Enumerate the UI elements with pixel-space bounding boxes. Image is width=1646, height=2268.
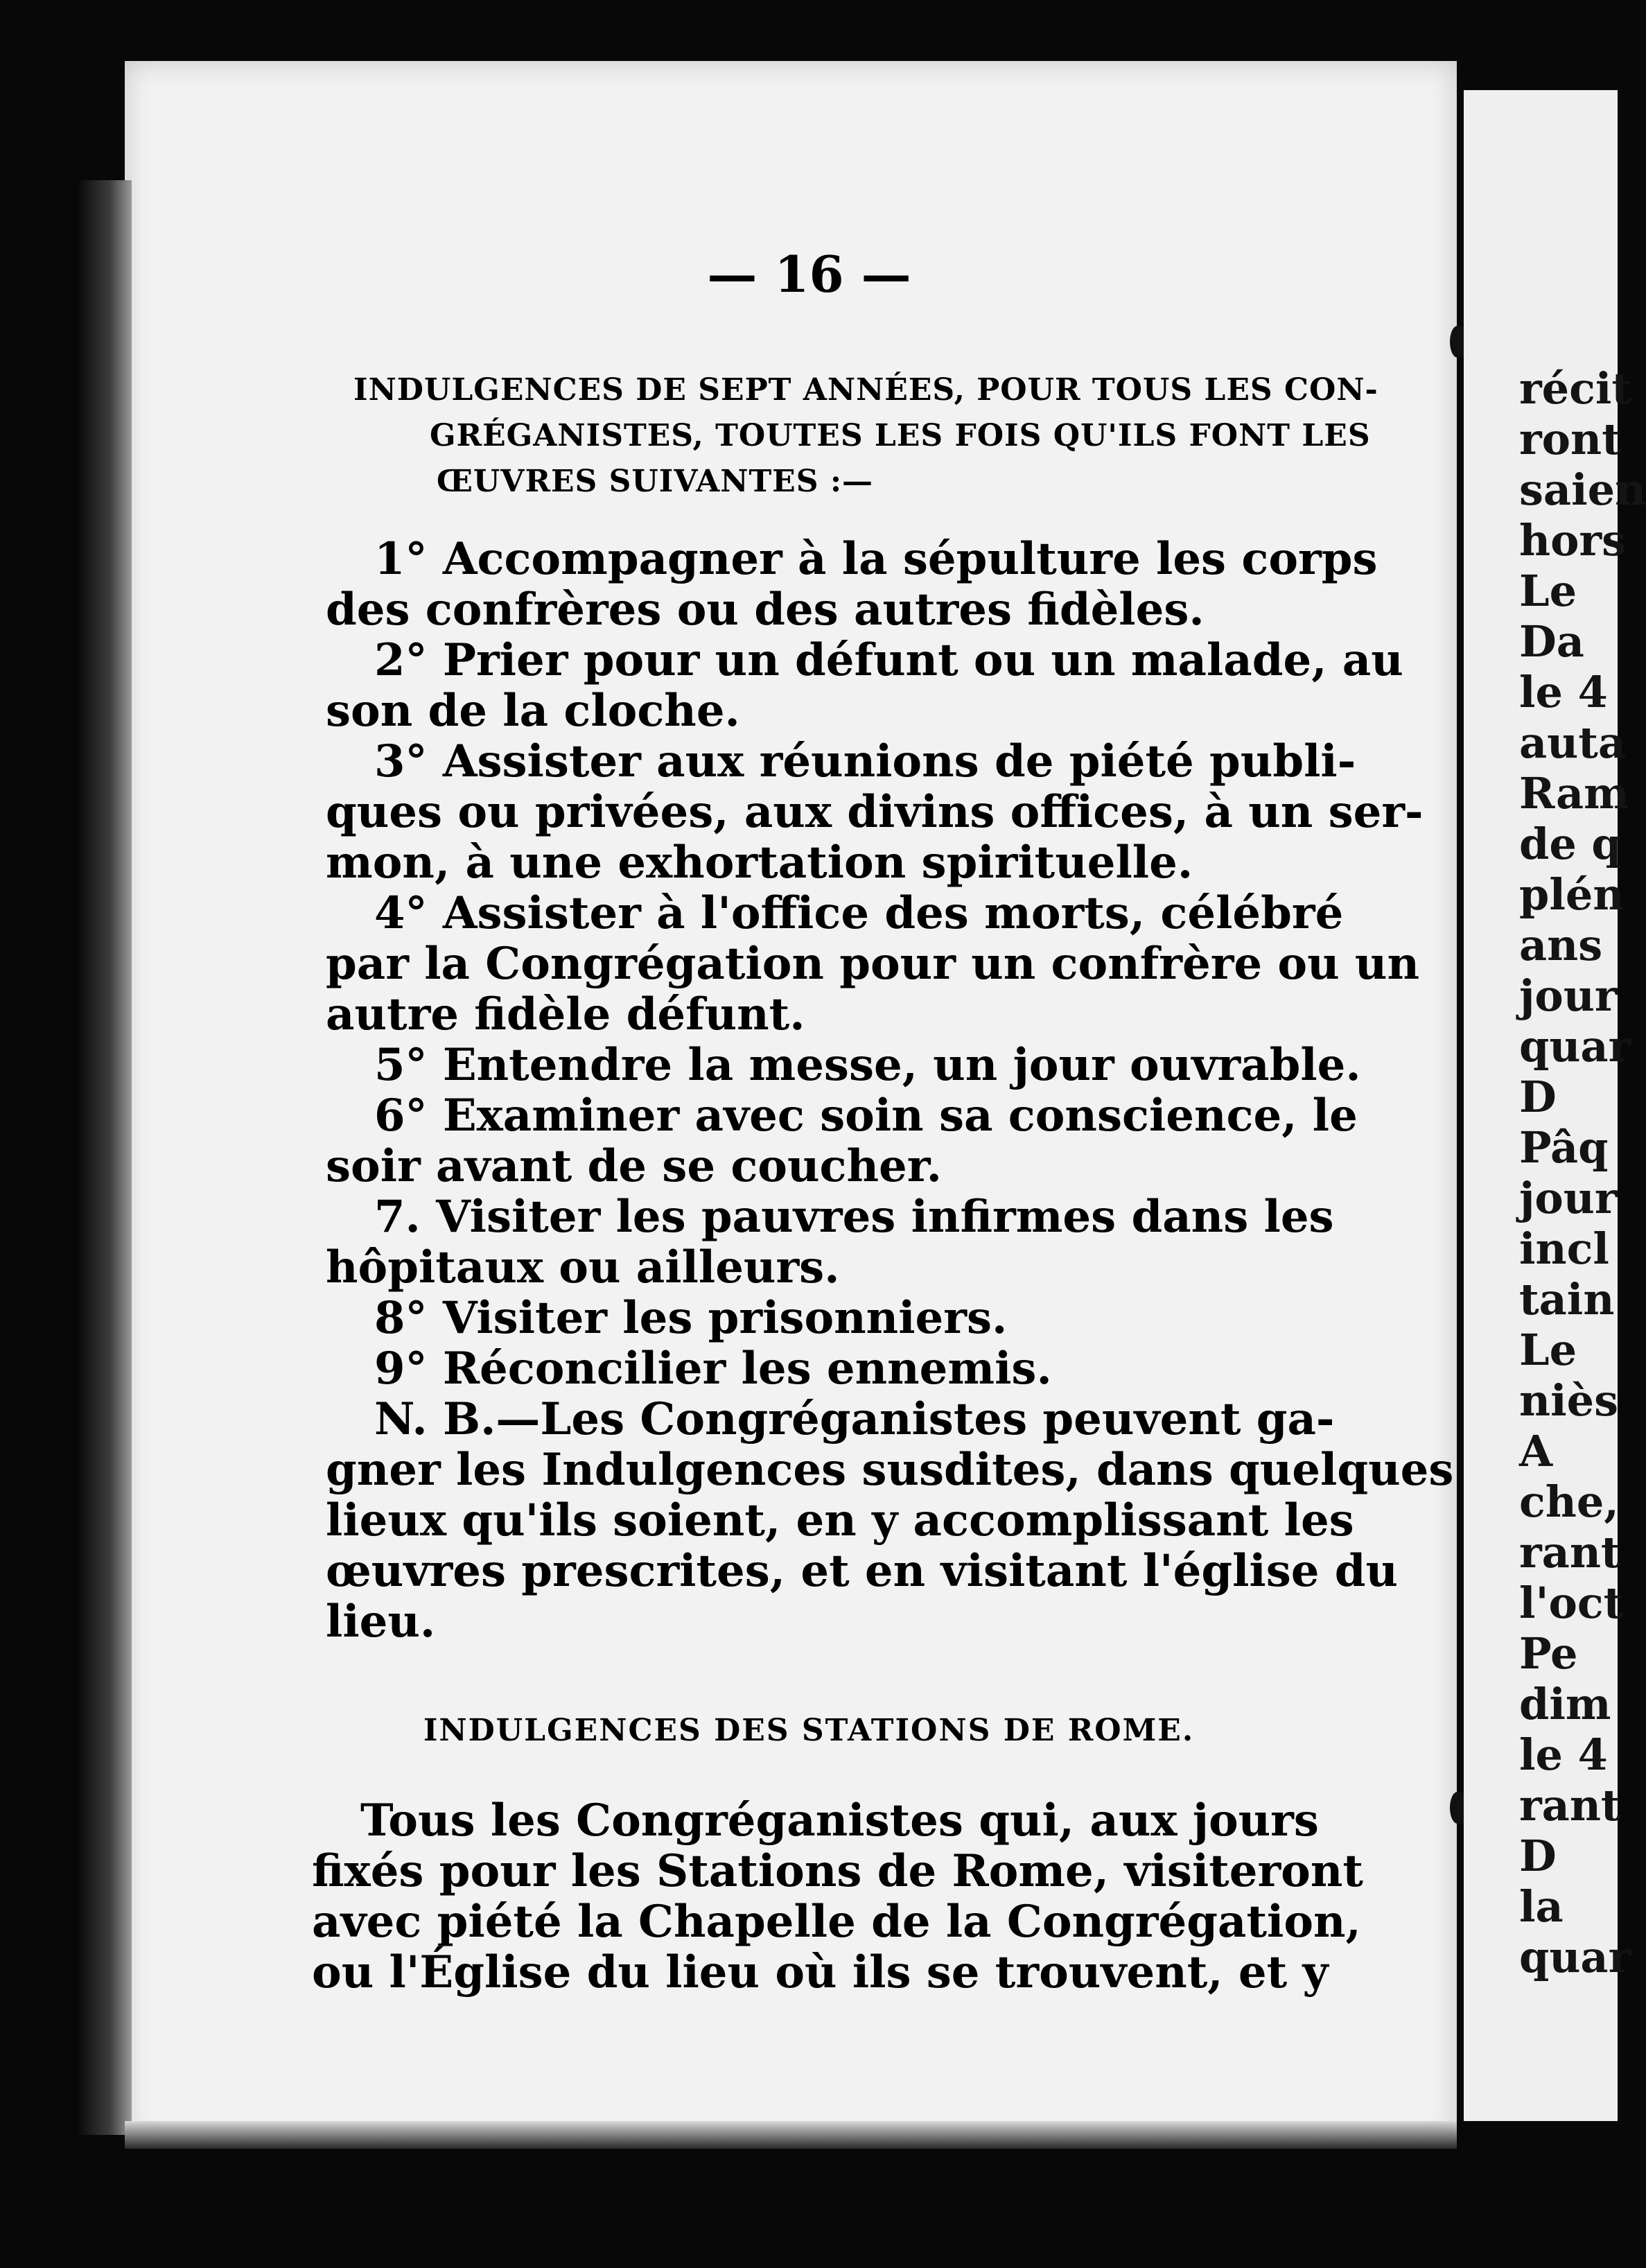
text-line: gner les Indulgences susdites, dans quelques xyxy=(326,1444,1454,1496)
text-line: fixés pour les Stations de Rome, visiteront xyxy=(312,1845,1363,1897)
text-line: son de la cloche. xyxy=(326,685,740,737)
page-bottom-edge xyxy=(125,2121,1457,2149)
indulgence-list xyxy=(326,533,1454,1648)
facing-page-line: D xyxy=(1519,1831,1557,1881)
section2-paragraph xyxy=(312,1795,1421,1998)
page-number: — 16 — xyxy=(707,245,911,304)
list-item xyxy=(326,635,1435,736)
facing-page-line: rant xyxy=(1519,1527,1621,1578)
text-line: ou l'Église du lieu où ils se trouvent, et y xyxy=(312,1946,1329,1998)
page-gutter-shadow xyxy=(76,180,132,2135)
list-item xyxy=(326,1343,1435,1394)
facing-page-line: jour xyxy=(1519,1173,1618,1223)
facing-page-line: rant xyxy=(1519,1780,1621,1831)
facing-page-line: quar xyxy=(1519,1932,1631,1982)
facing-page-line: Pe xyxy=(1519,1628,1578,1679)
facing-page-line: incl xyxy=(1519,1223,1609,1274)
facing-page-line: Le xyxy=(1519,566,1577,616)
facing-page-line: plén xyxy=(1519,869,1625,920)
text-line: 4° Assister à l'office des morts, célébré xyxy=(374,887,1344,939)
text-line: 5° Entendre la messe, un jour ouvrable. xyxy=(374,1039,1361,1091)
heading-line: ŒUVRES SUIVANTES :— xyxy=(437,464,874,499)
facing-page-line: ront xyxy=(1519,414,1622,464)
text-line: ques ou privées, aux divins offices, à un ser- xyxy=(326,786,1424,838)
facing-page-line: D xyxy=(1519,1072,1557,1122)
facing-page-line: A xyxy=(1519,1426,1553,1476)
text-line: N. B.—Les Congréganistes peuvent ga- xyxy=(374,1393,1335,1445)
facing-page-line: la xyxy=(1519,1881,1564,1932)
facing-page-line: de q xyxy=(1519,819,1622,869)
text-line: 3° Assister aux réunions de piété publi- xyxy=(374,735,1356,787)
facing-page-line: auta xyxy=(1519,717,1627,768)
heading-line: GRÉGANISTES, TOUTES LES FOIS QU'ILS FONT LES xyxy=(430,418,1371,453)
text-line: avec piété la Chapelle de la Congrégation, xyxy=(312,1896,1361,1948)
binding-mark xyxy=(1450,1792,1465,1824)
facing-page-line: jour xyxy=(1519,970,1618,1021)
text-line: soir avant de se coucher. xyxy=(326,1140,942,1192)
list-item xyxy=(326,1090,1435,1192)
text-line: autre fidèle défunt. xyxy=(326,988,805,1040)
list-item xyxy=(326,888,1435,1040)
facing-page-line: che, xyxy=(1519,1476,1619,1527)
facing-page-line: niès xyxy=(1519,1375,1618,1426)
facing-page-line: tain xyxy=(1519,1274,1615,1325)
text-line: lieux qu'ils soient, en y accomplissant les xyxy=(326,1494,1354,1546)
facing-page-line: saien xyxy=(1519,464,1646,515)
facing-page-line: le 4 xyxy=(1519,667,1608,717)
facing-page-line: ans xyxy=(1519,920,1603,970)
text-line: 1° Accompagner à la sépulture les corps xyxy=(374,533,1378,585)
list-item xyxy=(326,736,1435,888)
text-line: mon, à une exhortation spirituelle. xyxy=(326,837,1193,889)
text-line: des confrères ou des autres fidèles. xyxy=(326,584,1205,636)
facing-page-line: Le xyxy=(1519,1325,1577,1375)
section2-title: INDULGENCES DES STATIONS DE ROME. xyxy=(423,1713,1195,1748)
text-line: 7. Visiter les pauvres infirmes dans les xyxy=(374,1191,1334,1243)
facing-page-line: Pâq xyxy=(1519,1122,1609,1173)
text-line: 9° Réconcilier les ennemis. xyxy=(374,1343,1052,1395)
list-item xyxy=(326,1192,1435,1293)
text-line: œuvres prescrites, et en visitant l'église du xyxy=(326,1545,1398,1597)
list-item xyxy=(326,1040,1435,1090)
text-line: par la Congrégation pour un confrère ou un xyxy=(326,938,1419,990)
text-line: hôpitaux ou ailleurs. xyxy=(326,1241,840,1293)
text-line: 2° Prier pour un défunt ou un malade, au xyxy=(374,634,1403,686)
heading-line: INDULGENCES DE SEPT ANNÉES, POUR TOUS LES CON- xyxy=(353,372,1378,408)
facing-page-line: dim xyxy=(1519,1679,1611,1729)
facing-page-line: quar xyxy=(1519,1021,1631,1072)
text-line: 8° Visiter les prisonniers. xyxy=(374,1292,1008,1344)
binding-mark xyxy=(1450,326,1465,358)
list-item xyxy=(326,1293,1435,1343)
facing-page-line: l'oct xyxy=(1519,1578,1624,1628)
section-heading xyxy=(353,363,1636,505)
facing-page-line: le 4 xyxy=(1519,1729,1608,1780)
text-line: Tous les Congréganistes qui, aux jours xyxy=(360,1795,1319,1847)
text-line: lieu. xyxy=(326,1596,436,1648)
facing-page-line: récit xyxy=(1519,363,1632,414)
list-item xyxy=(326,1393,1454,1648)
text-line: 6° Examiner avec soin sa conscience, le xyxy=(374,1090,1358,1142)
facing-page-line: hors xyxy=(1519,515,1627,566)
facing-page-line: Da xyxy=(1519,616,1584,667)
list-item xyxy=(326,534,1435,635)
facing-page-line: Ram xyxy=(1519,768,1629,819)
